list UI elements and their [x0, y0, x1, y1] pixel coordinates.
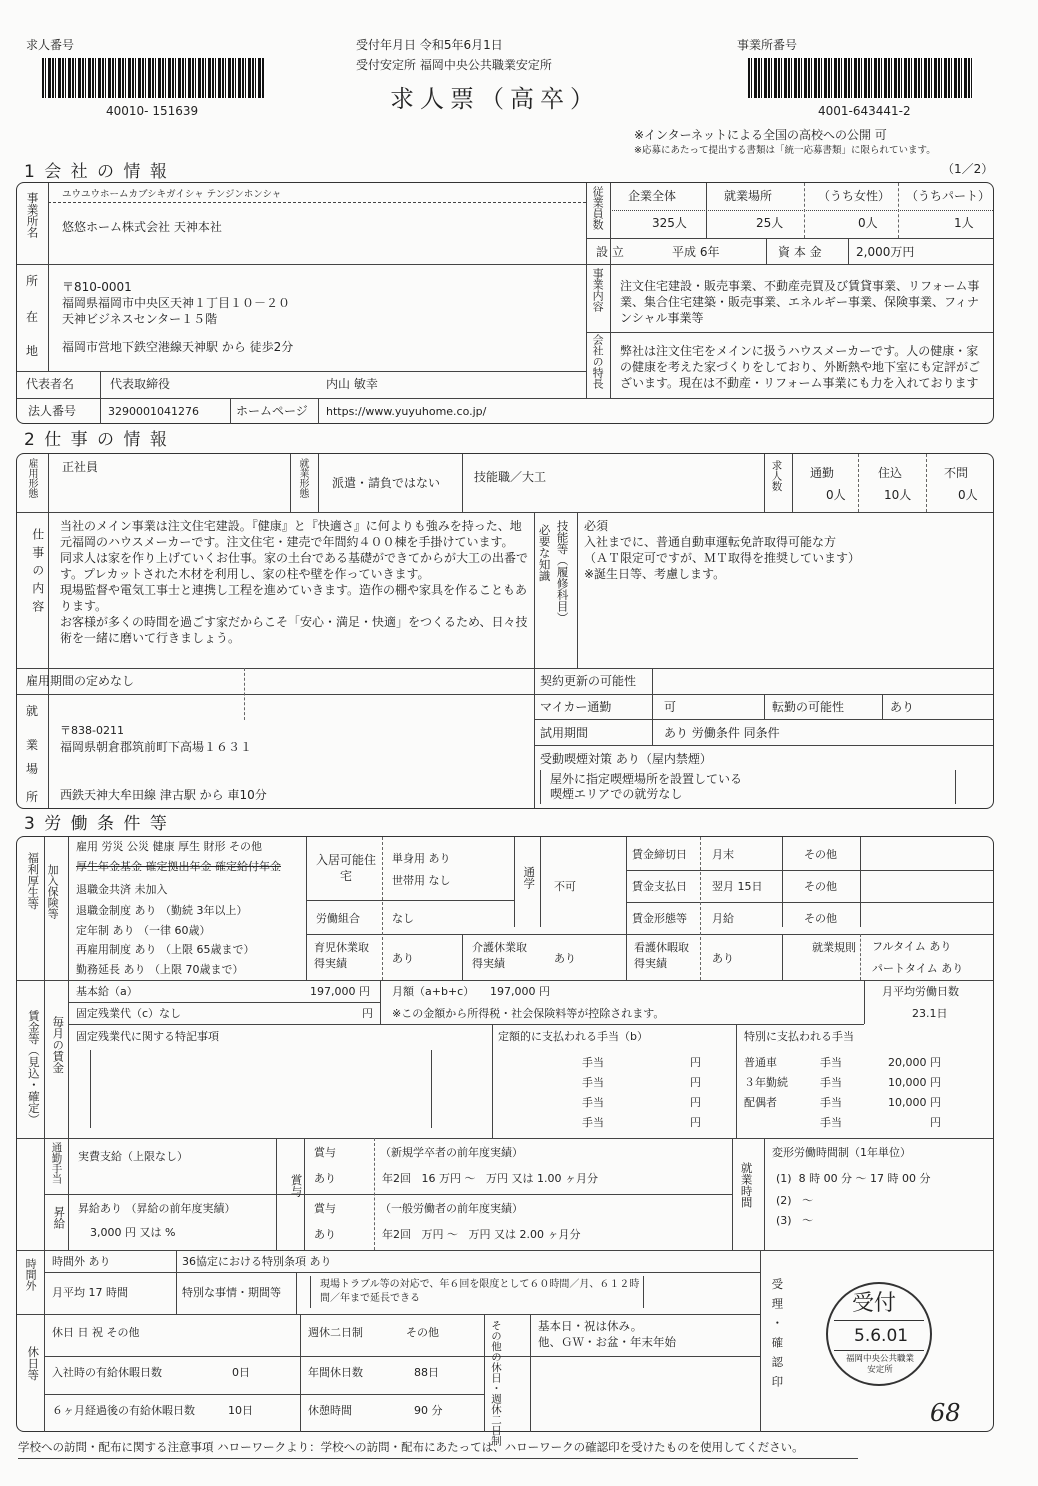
allowance-yen-1: 円	[690, 1056, 701, 1069]
emp-head-workplace: 就業場所	[724, 189, 773, 203]
annual-holidays-label: 年間休日数	[308, 1366, 363, 1379]
break-time-label: 休憩時間	[308, 1404, 352, 1417]
company-kana: ユウユウホームカブシキガイシャ テンジンホンシャ	[62, 189, 282, 200]
allowance-yen-4: 円	[690, 1116, 701, 1129]
capital-label: 資 本 金	[778, 245, 822, 259]
emp-part: 1人	[954, 216, 974, 230]
special-4-amount: 円	[930, 1116, 941, 1129]
work-hours-3: (3) ～	[776, 1214, 814, 1227]
workplace-zip: 〒838-0211	[60, 724, 124, 737]
other-holidays: 基本日・祝は休み。 他、ＧＷ・お盆・年末年始	[538, 1319, 676, 1349]
car-commute: 可	[664, 700, 677, 714]
company-address-2: 天神ビジネスセンター１５階	[62, 312, 218, 326]
work-hours-2: (2) ～	[776, 1194, 814, 1207]
fixed-overtime-label: 固定残業代（c）なし	[76, 1007, 182, 1020]
job-number-barcode	[42, 58, 264, 98]
work-hours-label: 就業時間	[739, 1162, 754, 1208]
place-label-2: 業	[26, 738, 39, 752]
insurance-label: 加入保険等	[46, 864, 60, 919]
work-type-label: 就業形態	[297, 458, 308, 498]
allowance-yen-3: 円	[690, 1096, 701, 1109]
place-label-3: 場	[26, 762, 39, 776]
company-name: 悠悠ホーム株式会社 天神本社	[62, 220, 222, 234]
received-date: 受付年月日 令和5年6月1日	[356, 38, 503, 52]
company-features: 弊社は注文住宅をメインに扱うハウスメーカーです。人の健康・家の健康を考えた家づくりをしており、外断熱や地下室にも定評がございます。現在は不動産・リフォーム事業にも力を入れております	[620, 344, 981, 390]
other-3: その他	[804, 912, 837, 925]
bonus2-label: 賞与	[314, 1202, 336, 1215]
employee-count-label: 従業員数	[591, 186, 605, 230]
bonus1: あり	[314, 1172, 336, 1185]
office-number-barcode	[748, 58, 974, 98]
other-holidays-label: その他の休日・週休二日制	[490, 1320, 503, 1446]
agreement-36: 36協定における特別条項 あり	[182, 1255, 332, 1268]
address-label-2: 在	[26, 310, 39, 324]
openings-head-any: 不問	[944, 466, 969, 480]
openings-label: 求人数	[770, 460, 783, 492]
handwritten-number: 68	[930, 1399, 961, 1427]
footer-note: 学校への訪問・配布に関する注意事項 ハローワークより：学校への訪問・配布にあたっては、ハローワークの確認印を受けたものを使用してください。	[18, 1440, 804, 1454]
special-allowance-label: 特別に支払われる手当	[744, 1030, 854, 1043]
workplace-address: 福岡県朝倉郡筑前町下高場１６３１	[60, 740, 253, 754]
rehire: 再雇用制度 あり （上限 65歳まで）	[76, 943, 255, 956]
allowance-label: 定額的に支払われる手当（b）	[498, 1030, 648, 1043]
special-3-amount: 10,000 円	[888, 1096, 941, 1109]
payday: 翌月 15日	[712, 880, 763, 893]
tax-note: ※この金額から所得税・社会保険料等が控除されます。	[392, 1007, 665, 1020]
employment-type: 正社員	[62, 460, 99, 474]
office-number: 4001-643441-2	[818, 104, 911, 118]
bonus1-heading: （新規学卒者の前年度実績）	[380, 1146, 523, 1159]
overtime-average: 月平均 17 時間	[52, 1286, 128, 1299]
company-address-1: 福岡県福岡市中央区天神１丁目１０－２０	[62, 296, 291, 310]
representative-label: 代表者名	[26, 377, 75, 391]
holidays: 休日 日 祝 その他	[52, 1326, 140, 1339]
special-3-type: 手当	[820, 1096, 842, 1109]
allowance-2: 手当	[582, 1076, 604, 1089]
allowance-4: 手当	[582, 1116, 604, 1129]
job-number: 40010- 151639	[106, 104, 199, 118]
six-month-leave: 10日	[228, 1404, 253, 1417]
housing-label: 入居可能住宅	[315, 853, 376, 883]
care-leave: あり	[712, 952, 734, 965]
openings-commute: 0人	[826, 488, 846, 502]
stamp-office: 福岡中央公共職業安定所	[845, 1354, 914, 1375]
special-3-name: 配偶者	[744, 1096, 777, 1109]
trial-label: 試用期間	[540, 726, 589, 740]
fixed-overtime: 円	[362, 1007, 373, 1020]
employment-period: 雇用期間の定めなし	[26, 674, 135, 688]
section2-title: 2 仕 事 の 情 報	[24, 430, 169, 450]
renewal-label: 契約更新の可能性	[540, 674, 637, 688]
work-hours-1: (1) 8 時 00 分 ～ 17 時 00 分	[776, 1172, 931, 1185]
school-commute-label: 通学	[522, 866, 537, 889]
emp-head-female: （うち女性）	[818, 189, 891, 203]
internet-notice: ※インターネットによる全国の高校への公開 可	[634, 128, 887, 142]
avg-days: 23.1日	[912, 1007, 948, 1020]
special-1-type: 手当	[820, 1056, 842, 1069]
holiday-label: 休日等	[26, 1346, 41, 1381]
features-label: 会社の特長	[591, 334, 605, 389]
housing-single: 単身用 あり	[392, 852, 451, 865]
raise: 昇給あり （昇給の前年度実績）	[78, 1202, 236, 1215]
allowance-1: 手当	[582, 1056, 604, 1069]
transfer: あり	[890, 700, 915, 714]
openings-any: 0人	[958, 488, 978, 502]
application-note: ※応募にあたって提出する書類は「統一応募書類」に限られています。	[634, 145, 936, 156]
annual-holidays: 88日	[414, 1366, 439, 1379]
nursing-label: 介護休業取得実績	[472, 941, 527, 970]
address-label-3: 地	[26, 344, 39, 358]
monthly-total: 197,000 円	[490, 985, 550, 998]
job-content-label: 仕事の内容	[30, 528, 45, 618]
initial-paid-leave-label: 入社時の有給休暇日数	[52, 1366, 162, 1379]
pay-type: 月給	[712, 912, 734, 925]
fixed-overtime-note-label: 固定残業代に関する特記事項	[76, 1030, 219, 1043]
pay-type-label: 賃金形態等	[632, 912, 687, 925]
openings-head-commute: 通勤	[810, 466, 835, 480]
bonus1-value: 年2回 16 万円 ～ 万円 又は 1.00 ヶ月分	[382, 1172, 598, 1185]
cutoff: 月末	[712, 848, 734, 861]
corporate-number: 3290001041276	[108, 405, 199, 418]
raise-amount: 3,000 円 又は %	[90, 1226, 176, 1239]
bonus2-value: 年2回 万円 ～ 万円 又は 2.00 ヶ月分	[382, 1228, 581, 1241]
extension: 勤務延長 あり （上限 70歳まで）	[76, 963, 244, 976]
other-1: その他	[804, 848, 837, 861]
page-title: 求人票（高卒）	[390, 85, 600, 113]
rules-fulltime: フルタイム あり	[872, 940, 952, 953]
capital: 2,000万円	[856, 245, 915, 259]
job-number-label: 求人番号	[26, 38, 75, 52]
special-1-name: 普通車	[744, 1056, 777, 1069]
weekly-two-days: その他	[406, 1326, 439, 1339]
pension-list: 厚生年金基金 確定拠出年金 確定給付年金	[76, 860, 281, 873]
smoking-label: 受動喫煙対策 あり（屋内禁煙）	[540, 752, 712, 766]
work-hours-heading: 変形労働時間制（1年単位）	[772, 1146, 911, 1159]
representative-name: 内山 敏幸	[326, 377, 378, 391]
car-commute-label: マイカー通勤	[540, 700, 612, 714]
overtime-label: 時間外	[24, 1258, 38, 1291]
initial-paid-leave: 0日	[232, 1366, 250, 1379]
skill-label-1: 必要な知識	[537, 524, 552, 582]
allowance-3: 手当	[582, 1096, 604, 1109]
childcare-label: 育児休業取得実績	[314, 941, 369, 970]
care-leave-label: 看護休暇取得実績	[634, 941, 689, 970]
childcare: あり	[392, 952, 414, 965]
housing-family: 世帯用 なし	[392, 874, 451, 887]
union-label: 労働組合	[316, 912, 360, 925]
weekly-two-days-label: 週休二日制	[308, 1326, 363, 1339]
insurance-list: 雇用 労災 公災 健康 厚生 財形 その他	[76, 840, 262, 853]
raise-label: 昇給	[52, 1206, 67, 1229]
stamp-received: 受付	[852, 1291, 897, 1316]
place-label-1: 就	[26, 704, 39, 718]
job-content: 当社のメイン事業は注文住宅建設。『健康』と『快適さ』に何よりも強みを持った、地元福岡のハウスメーカーです。注文住宅・建売で年間約４００棟を手掛けています。 同求人は家を作り上げていくお仕事。家の土台である基礎ができてからが大工の出番です。プレカットされた木材を利用し、家の柱や壁を作っていきます。 現場監督や電気工事士と連携し工程を進めていきます。造作の棚や家具を作ることもあります。 お客様が多くの時間を過ごす家だからこそ「安心・満足・快適」をつくるため、日々技術を一緒に磨いて行きましょう。	[60, 519, 529, 645]
job-title: 技能職／大工	[474, 470, 547, 484]
emp-workplace: 25人	[756, 216, 784, 230]
rules-parttime: パートタイム あり	[872, 962, 964, 975]
work-type: 派遣・請負ではない	[332, 476, 441, 490]
established: 平成 6年	[672, 245, 720, 259]
bonus1-label: 賞与	[314, 1146, 336, 1159]
overtime-special: 現場トラブル等の対応で、年６回を限度として６０時間／月、６１２時間／年まで延長できる	[320, 1279, 640, 1304]
break-time: 90 分	[414, 1404, 443, 1417]
confirmation-label: 受理・確認印	[770, 1278, 785, 1395]
office-number-label: 事業所番号	[737, 38, 798, 52]
emp-company: 325人	[652, 216, 687, 230]
section1-title: 1 会 社 の 情 報	[24, 162, 169, 182]
page-indicator: （1／2）	[942, 162, 994, 176]
base-pay: 197,000 円	[310, 985, 370, 998]
work-rules-label: 就業規則	[812, 941, 856, 954]
overtime: 時間外 あり	[52, 1255, 111, 1268]
union: なし	[392, 912, 414, 925]
payday-label: 賃金支払日	[632, 880, 687, 893]
special-2-type: 手当	[820, 1076, 842, 1089]
overtime-special-label: 特別な事情・期間等	[182, 1286, 281, 1299]
bonus2-heading: （一般労働者の前年度実績）	[380, 1202, 523, 1215]
retirement-mutual: 退職金共済 未加入	[76, 883, 168, 896]
workplace-access: 西鉄天神大牟田線 津古駅 から 車10分	[60, 788, 267, 802]
trial: あり 労働条件 同条件	[664, 726, 780, 740]
emp-head-part: （うちパート）	[906, 189, 991, 203]
six-month-leave-label: ６ヶ月経過後の有給休暇日数	[52, 1404, 195, 1417]
wage-label: 賃金等（見込・確定）	[26, 1010, 41, 1125]
retirement-system: 退職金制度 あり （勤続 3年以上）	[76, 904, 248, 917]
section3-title: 3 労 働 条 件 等	[24, 814, 169, 834]
bonus2: あり	[314, 1228, 336, 1241]
emp-head-company: 企業全体	[628, 189, 677, 203]
bonus-label: 賞与	[289, 1174, 304, 1197]
transfer-label: 転勤の可能性	[772, 700, 845, 714]
stamp-date: 5.6.01	[854, 1326, 909, 1346]
skill-label-2: 技能等（履修科目）	[555, 520, 570, 624]
openings-live-in: 10人	[884, 488, 912, 502]
special-2-amount: 10,000 円	[888, 1076, 941, 1089]
business-label: 事業内容	[591, 268, 605, 312]
company-access: 福岡市営地下鉄空港線天神駅 から 徒歩2分	[62, 340, 294, 354]
smoking-details: 屋外に指定喫煙場所を設置している 喫煙エリアでの就労なし	[550, 772, 743, 801]
corporate-number-label: 法人番号	[28, 404, 77, 418]
emp-female: 0人	[858, 216, 878, 230]
employment-type-label: 雇用形態	[26, 458, 37, 498]
retirement-age: 定年制 あり （一律 60歳）	[76, 924, 211, 937]
place-label-4: 所	[26, 790, 39, 804]
fixed-overtime-bracket	[90, 1050, 432, 1128]
special-2-name: ３年勤続	[744, 1076, 788, 1089]
cutoff-label: 賃金締切日	[632, 848, 687, 861]
monthly-wage-label: 毎月の賃金	[51, 1016, 66, 1074]
school-commute: 不可	[554, 880, 576, 893]
allowance-yen-2: 円	[690, 1076, 701, 1089]
special-4-type: 手当	[820, 1116, 842, 1129]
base-pay-label: 基本給（a）	[76, 985, 138, 998]
homepage-label: ホームページ	[236, 404, 308, 418]
company-zip: 〒810-0001	[62, 280, 132, 294]
avg-days-label: 月平均労働日数	[882, 985, 959, 998]
company-name-label: 事業所名	[25, 192, 40, 238]
openings-head-live-in: 住込	[878, 466, 903, 480]
homepage-url[interactable]: https://www.yuyuhome.co.jp/	[326, 405, 487, 418]
received-office: 受付安定所 福岡中央公共職業安定所	[356, 58, 552, 72]
established-label: 設 立	[596, 245, 624, 259]
special-1-amount: 20,000 円	[888, 1056, 941, 1069]
business-content: 注文住宅建設・販売事業、不動産売買及び賃貸事業、リフォーム事業、集合住宅建築・販売事業、エネルギー事業、保険事業、フィナンシャル事業等	[620, 279, 980, 325]
nursing: あり	[554, 952, 576, 965]
representative-title: 代表取締役	[110, 377, 171, 391]
commute-allowance-label: 通勤手当	[50, 1142, 63, 1184]
address-label-1: 所	[26, 274, 39, 288]
welfare-label: 福利厚生等	[26, 852, 41, 910]
other-2: その他	[804, 880, 837, 893]
commute-allowance: 実費支給（上限なし）	[78, 1150, 188, 1163]
required-skills: 必須 入社までに、普通自動車運転免許取得可能な方 （ＡＴ限定可ですが、ＭＴ取得を推奨しています） ※誕生日等、考慮します。	[584, 519, 861, 581]
monthly-total-label: 月額（a+b+c）	[392, 985, 475, 998]
